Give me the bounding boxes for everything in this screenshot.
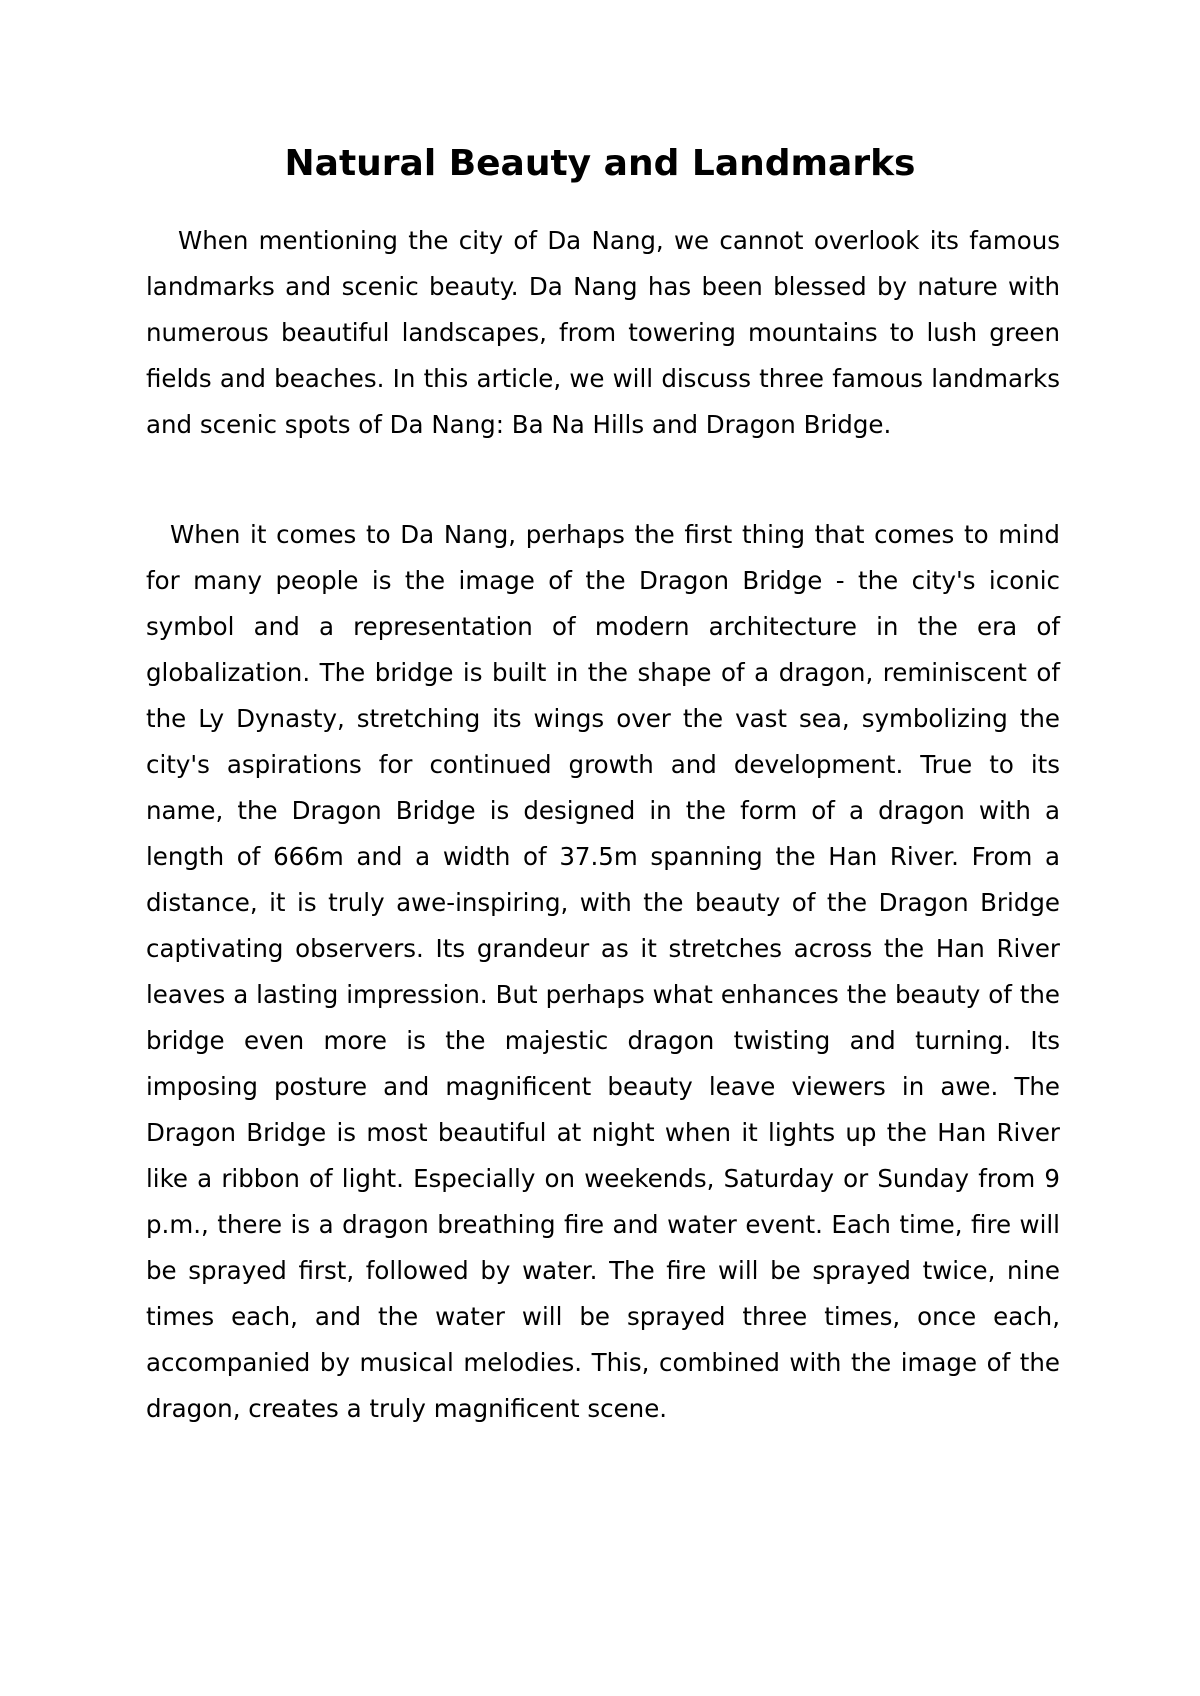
page-title: Natural Beauty and Landmarks bbox=[284, 143, 916, 184]
paragraph-intro: When mentioning the city of Da Nang, we cannot overlook its famous landmarks and scenic beauty. Da Nang has been blessed by nature with numerous beautiful landscapes, from towering mountains to lush green fields and beaches. In this article, we will discuss three famous landmarks and scenic spots of Da Nang: Ba Na Hills and Dragon Bridge. bbox=[146, 226, 1060, 439]
paragraph-dragon-bridge: When it comes to Da Nang, perhaps the first thing that comes to mind for many people is the image of the Dragon Bridge - the city's iconic symbol and a representation of modern architecture in the era of globalization. The bridge is built in the shape of a dragon, reminiscent of the Ly Dynasty, stretching its wings over the vast sea, symbolizing the city's aspirations for continued growth and development. True to its name, the Dragon Bridge is designed in the form of a dragon with a length of 666m and a width of 37.5m spanning the Han River. From a distance, it is truly awe-inspiring, with the beauty of the Dragon Bridge captivating observers. Its grandeur as it stretches across the Han River leaves a lasting impression. But perhaps what enhances the beauty of the bridge even more is the majestic dragon twisting and turning. Its imposing posture and magnificent beauty leave viewers in awe. The Dragon Bridge is most beautiful at night when it lights up the Han River like a ribbon of light. Especially on weekends, Saturday or Sunday from 9 p.m., there is a dragon breathing fire and water event. Each time, fire will be sprayed first, followed by water. The fire will be sprayed twice, nine times each, and the water will be sprayed three times, once each, accompanied by musical melodies. This, combined with the image of the dragon, creates a truly magnificent scene. bbox=[146, 520, 1060, 1423]
